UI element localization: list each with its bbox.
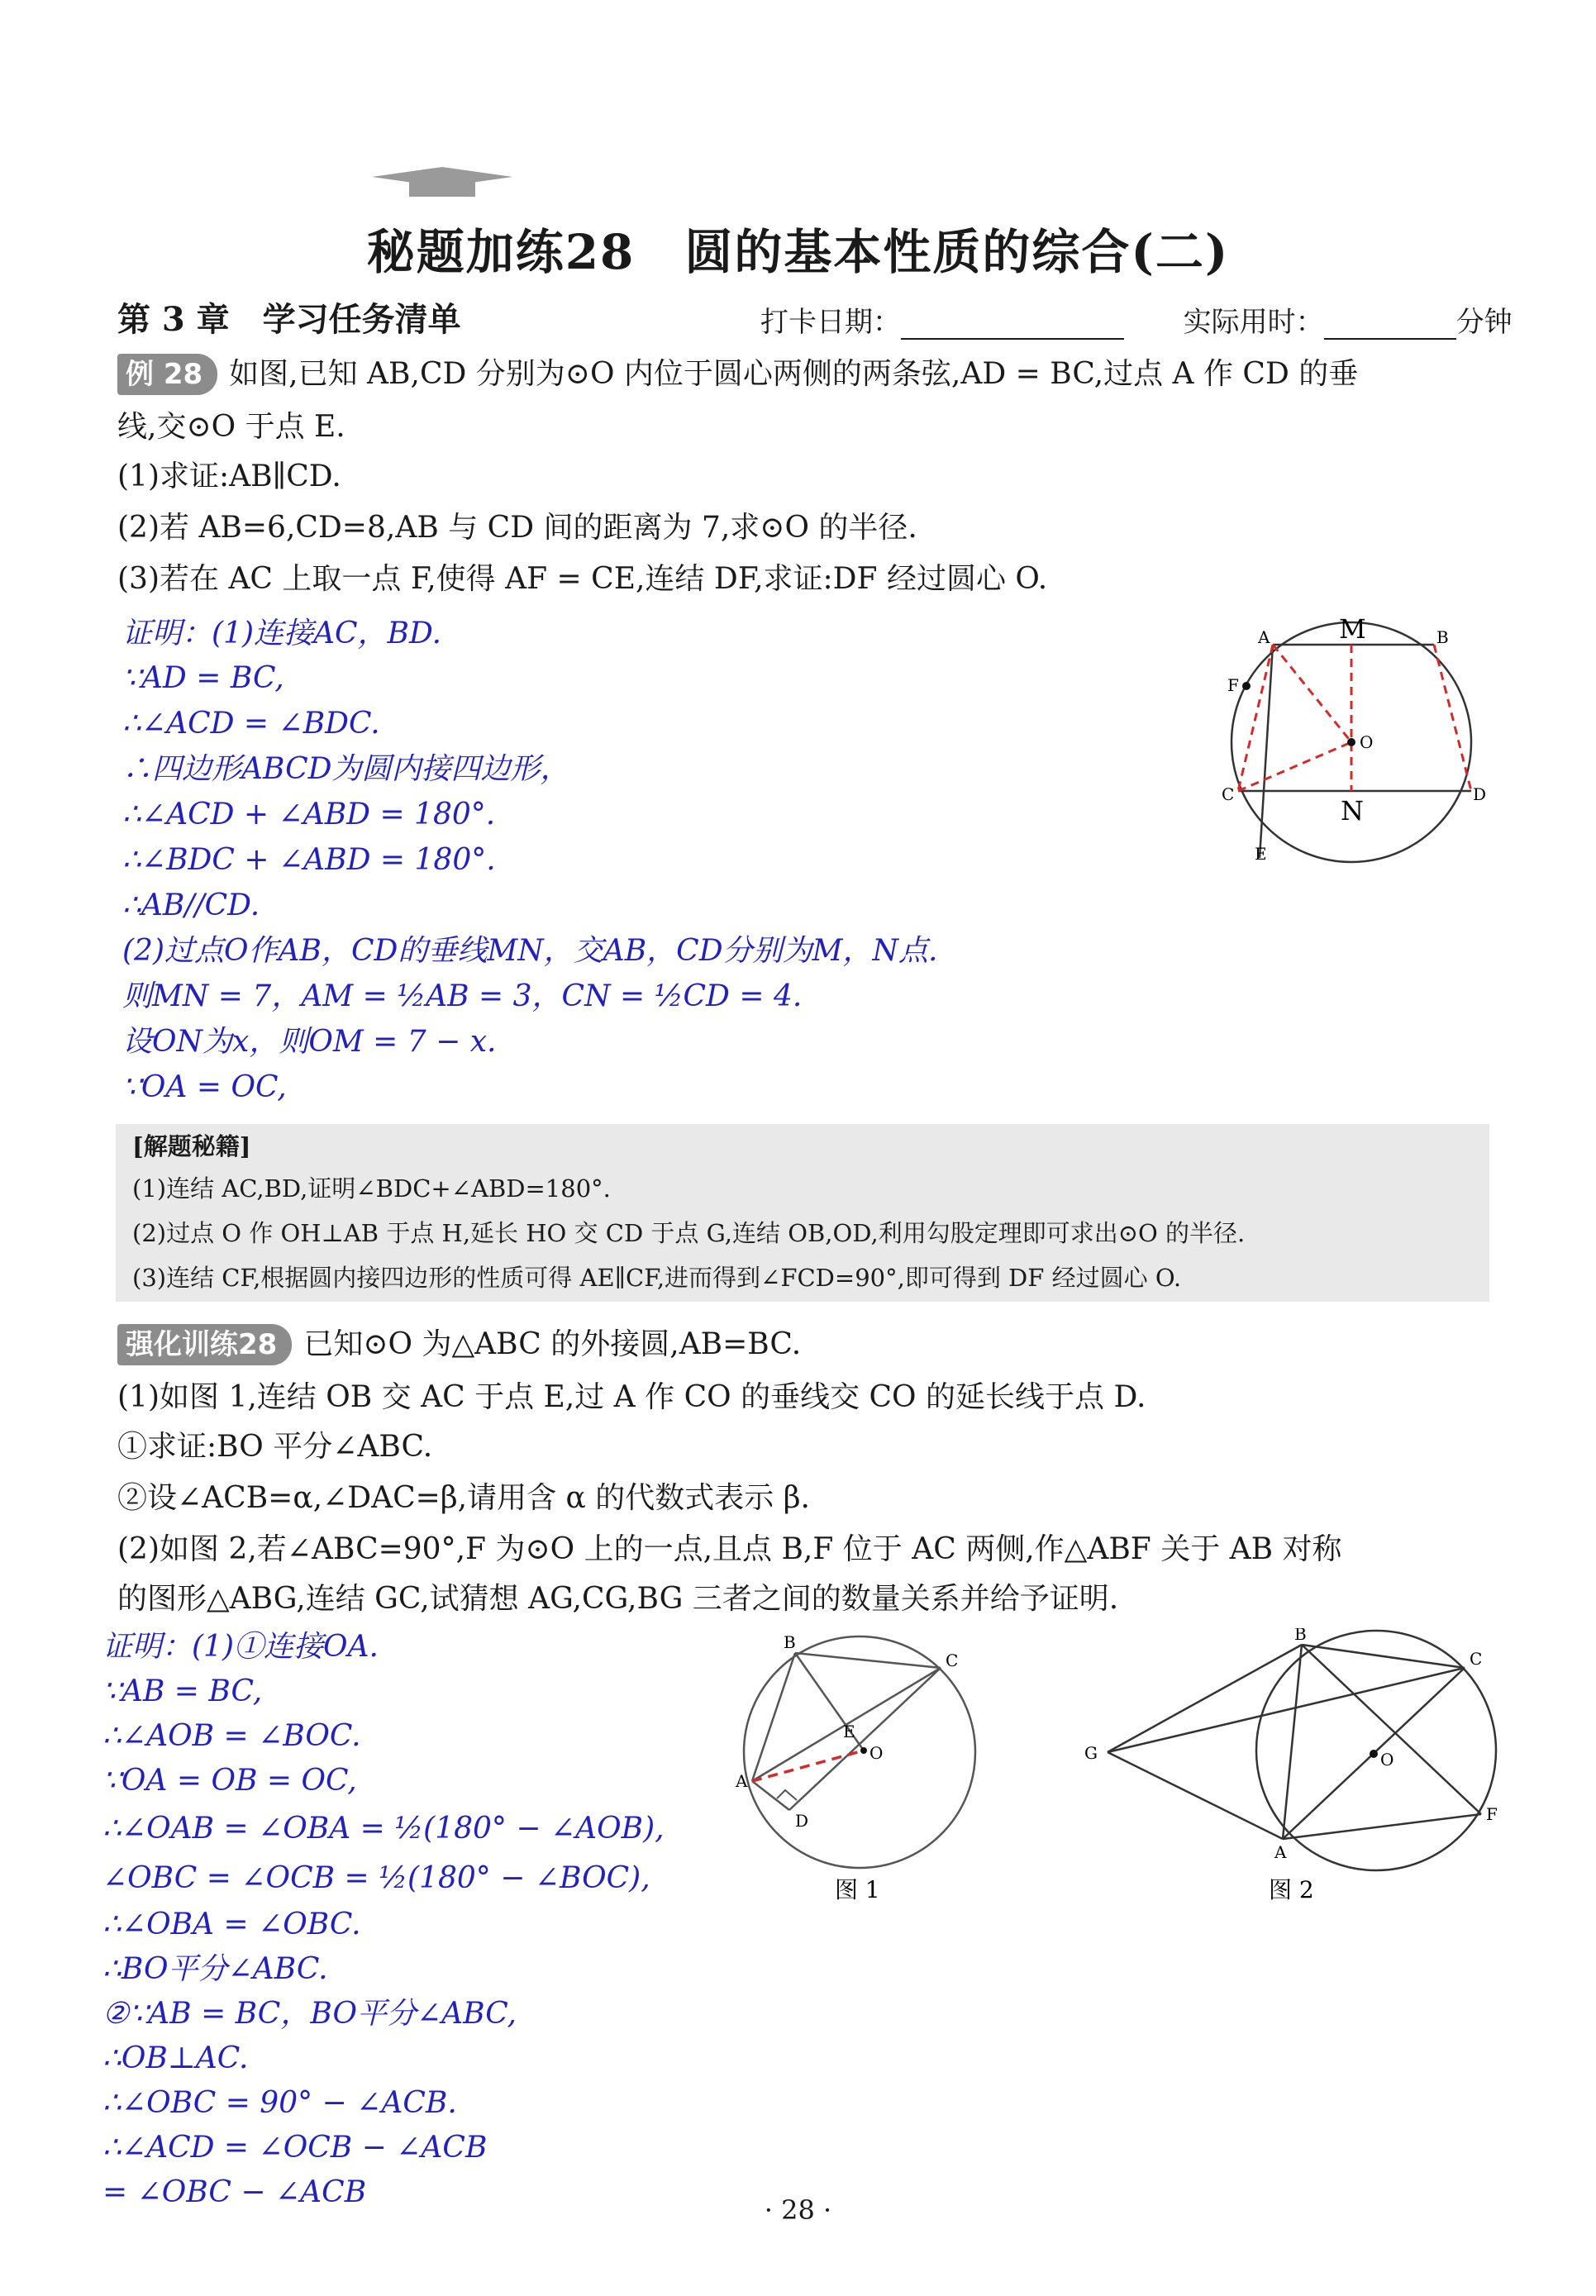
fig-label-b: B [1436,627,1449,647]
example-tag: 例 28 [117,354,217,395]
fig-label-e: E [1255,844,1267,864]
solution2-line-10: ∴OB⊥AC. [102,2041,249,2075]
solution2-line-2: ∵AB = BC, [102,1674,263,1708]
checkin-date-blank[interactable] [901,313,1124,340]
checkin-date-label: 打卡日期： [760,306,901,339]
chapter-heading: 第 3 章 学习任务清单 [117,300,461,339]
solution1-line-10: 设ON为x，则OM = 7 − x. [122,1025,497,1059]
fig2-caption: 图 2 [1269,1876,1314,1903]
solution1-line-8: (2)过点O作AB，CD的垂线MN，交AB，CD分别为M，N点. [122,934,938,968]
example-line-3: (1)求证:AB∥CD. [117,460,341,493]
tips-line-2: (2)过点 O 作 OH⊥AB 于点 H,延长 HO 交 CD 于点 G,连结 OB,OD,利用勾股定理即可求出⊙O 的半径. [132,1219,1246,1247]
example-figure [1207,612,1488,876]
fig2-label-o: O [1380,1750,1394,1770]
fig-label-c: C [1222,784,1235,804]
fig-label-d: D [1473,784,1487,804]
time-spent-blank[interactable] [1324,313,1456,340]
fig1-label-c: C [946,1651,959,1670]
tips-heading: [解题秘籍] [132,1132,251,1160]
training-line-2: (1)如图 1,连结 OB 交 AC 于点 E,过 A 作 CO 的垂线交 CO 的延长线于点 D. [117,1380,1146,1414]
figure-2 [1074,1628,1504,1909]
tips-line-1: (1)连结 AC,BD,证明∠BDC+∠ABD=180°. [132,1174,611,1203]
training-line-3: ①求证:BO 平分∠ABC. [117,1430,433,1464]
fig2-label-f: F [1486,1804,1498,1824]
solution1-line-3: ∴∠ACD = ∠BDC. [122,707,380,741]
solution1-line-4: ∴四边形ABCD为圆内接四边形， [122,752,570,786]
tips-line-3: (3)连结 CF,根据圆内接四边形的性质可得 AE∥CF,进而得到∠FCD=90°,即可得到 DF 经过圆心 O. [132,1264,1182,1292]
fig1-label-e: E [843,1722,855,1741]
page-number: · 28 · [764,2194,832,2226]
training-line-1: 强化训练28 已知⊙O 为△ABC 的外接圆,AB=BC. [117,1324,801,1365]
fig2-label-a: A [1274,1842,1287,1862]
time-spent-label: 实际用时： [1183,306,1324,339]
training-line-4: ②设∠ACB=α,∠DAC=β,请用含 α 的代数式表示 β. [117,1481,810,1515]
example-line-1: 例 28 如图,已知 AB,CD 分别为⊙O 内位于圆心两侧的两条弦,AD = BC,过点 A 作 CD 的垂 [117,354,1358,395]
fig-label-f: F [1227,675,1239,695]
solution1-line-2: ∵AD = BC, [122,661,284,695]
training-line-5: (2)如图 2,若∠ABC=90°,F 为⊙O 上的一点,且点 B,F 位于 AC 两侧,作△ABF 关于 AB 对称 [117,1532,1342,1566]
fig2-label-g: G [1084,1743,1098,1763]
solution2-line-11: ∴∠OBC = 90° − ∠ACB. [102,2086,457,2120]
training-line-6: 的图形△ABG,连结 GC,试猜想 AG,CG,BG 三者之间的数量关系并给予证明. [117,1582,1119,1616]
fig-label-n: N [1341,795,1364,826]
solution1-line-7: ∴AB//CD. [122,888,260,922]
checkin-area [760,299,1513,340]
solution1-line-9: 则MN = 7，AM = ½AB = 3，CN = ½CD = 4. [122,979,803,1013]
solution2-line-6: ∠OBC = ∠OCB = ½(180° − ∠BOC), [102,1861,650,1895]
solution2-line-5: ∴∠OAB = ∠OBA = ½(180° − ∠AOB), [102,1812,665,1846]
solution2-line-4: ∵OA = OB = OC, [102,1764,357,1798]
fig1-caption: 图 1 [835,1876,880,1903]
solution2-line-3: ∴∠AOB = ∠BOC. [102,1719,361,1753]
solution2-line-13: = ∠OBC − ∠ACB [102,2175,367,2209]
fig2-label-b: B [1294,1628,1307,1644]
solution2-line-12: ∴∠ACD = ∠OCB − ∠ACB [102,2131,488,2165]
fig1-label-b: B [784,1632,796,1652]
fig1-label-d: D [795,1811,809,1831]
fig-label-m: M [1339,613,1366,645]
fig1-label-o: O [869,1743,884,1763]
solution1-line-6: ∴∠BDC + ∠ABD = 180°. [122,843,496,877]
fig1-label-a: A [736,1771,748,1791]
example-line-4: (2)若 AB=6,CD=8,AB 与 CD 间的距离为 7,求⊙O 的半径. [117,511,917,545]
example-line-2: 线,交⊙O 于点 E. [117,410,345,444]
training-tag: 强化训练28 [117,1324,292,1365]
fig2-label-c: C [1470,1649,1483,1669]
solution1-line-5: ∴∠ACD + ∠ABD = 180°. [122,798,496,831]
solution2-line-7: ∴∠OBA = ∠OBC. [102,1908,361,1941]
solution2-line-1: 证明：(1)①连接OA. [102,1630,379,1664]
solution2-line-8: ∴BO平分∠ABC. [102,1952,328,1986]
figure-1 [727,1628,992,1909]
fig-label-o: O [1360,732,1374,752]
page-title: 秘题加练28 圆的基本性质的综合(二) [366,224,1230,280]
solution1-line-1: 证明：(1)连接AC，BD. [122,617,442,650]
solution2-line-9: ②∵AB = BC，BO平分∠ABC, [102,1997,517,2031]
graduation-cap-icon [364,165,521,198]
time-unit: 分钟 [1455,306,1513,339]
example-line-5: (3)若在 AC 上取一点 F,使得 AF = CE,连结 DF,求证:DF 经过圆心 O. [117,562,1048,596]
fig-label-a: A [1258,627,1270,647]
solution1-line-11: ∵OA = OC, [122,1070,287,1104]
